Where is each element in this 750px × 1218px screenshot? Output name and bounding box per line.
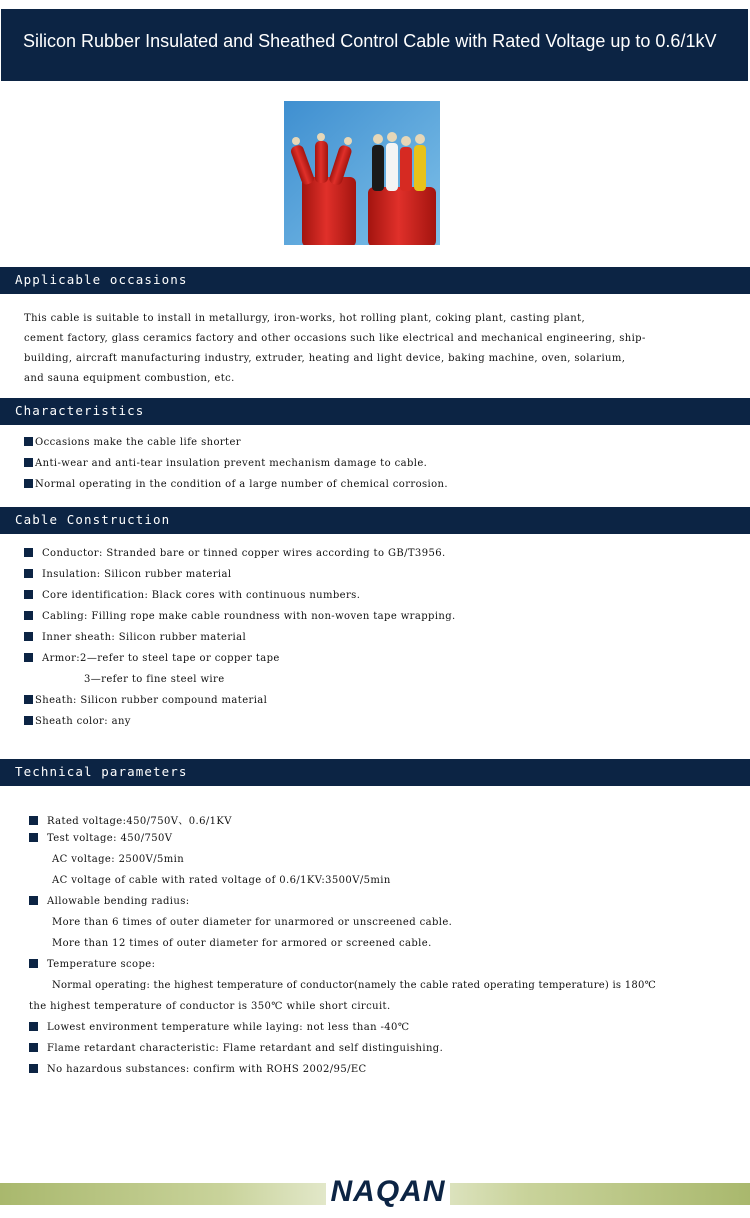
list-item: [24, 458, 427, 469]
list-item-continuation: More than 12 times of outer diameter for armored or screened cable.: [52, 938, 432, 949]
brand-logo: [326, 1173, 450, 1211]
list-item-text: Inner sheath: Silicon rubber material: [42, 632, 247, 643]
list-item-text: Anti-wear and anti-tear insulation prevent mechanism damage to cable.: [35, 458, 428, 469]
list-item: [24, 716, 131, 727]
list-item-text: Core identification: Black cores with continuous numbers.: [42, 590, 361, 601]
list-item: [29, 959, 155, 970]
square-bullet-icon: [29, 1043, 38, 1052]
cable-product-photo: [284, 101, 440, 245]
construction-header: [0, 507, 750, 534]
list-item-text: Allowable bending radius:: [47, 896, 190, 907]
list-item-text: Conductor: Stranded bare or tinned copper wires according to GB/T3956.: [42, 548, 446, 559]
list-item-text: Occasions make the cable life shorter: [35, 437, 241, 448]
list-item: [29, 1022, 409, 1033]
applicable-text: [24, 309, 724, 389]
list-item-text: Normal operating in the condition of a large number of chemical corrosion.: [35, 479, 448, 490]
square-bullet-icon: [29, 1064, 38, 1073]
page-title: Silicon Rubber Insulated and Sheathed Control Cable with Rated Voltage up to 0.6/1kV: [23, 31, 717, 51]
list-item-text: Cabling: Filling rope make cable roundness with non-woven tape wrapping.: [42, 611, 456, 622]
list-item-continuation: AC voltage of cable with rated voltage of 0.6/1KV:3500V/5min: [52, 875, 391, 886]
text-line: and sauna equipment combustion, etc.: [24, 373, 235, 384]
list-item: [24, 437, 241, 448]
list-item-text: Lowest environment temperature while laying: not less than -40℃: [47, 1022, 410, 1033]
text-line: This cable is suitable to install in metallurgy, iron-works, hot rolling plant, coking plant, casting plant,: [24, 313, 586, 324]
list-item: [29, 1064, 367, 1075]
list-item: [24, 632, 246, 643]
applicable-heading: Applicable occasions: [15, 272, 188, 287]
list-item-text: Sheath: Silicon rubber compound material: [35, 695, 268, 706]
text-line: building, aircraft manufacturing industry, extruder, heating and light device, baking machine, oven, solarium,: [24, 353, 626, 364]
square-bullet-icon: [24, 716, 33, 725]
square-bullet-icon: [29, 816, 38, 825]
square-bullet-icon: [29, 833, 38, 842]
list-item: [24, 569, 231, 580]
list-item: [24, 479, 448, 490]
square-bullet-icon: [29, 1022, 38, 1031]
square-bullet-icon: [24, 548, 33, 557]
list-item: [24, 548, 446, 559]
list-item-text: Test voltage: 450/750V: [47, 833, 173, 844]
applicable-header: [0, 267, 750, 294]
square-bullet-icon: [24, 569, 33, 578]
list-item-continuation: 3—refer to fine steel wire: [84, 674, 225, 685]
square-bullet-icon: [24, 479, 33, 488]
square-bullet-icon: [24, 653, 33, 662]
list-item-text: Temperature scope:: [47, 959, 156, 970]
square-bullet-icon: [24, 695, 33, 704]
list-item-continuation: the highest temperature of conductor is 350℃ while short circuit.: [29, 1001, 391, 1012]
square-bullet-icon: [24, 590, 33, 599]
list-item: [24, 695, 267, 706]
square-bullet-icon: [29, 896, 38, 905]
list-item-text: Flame retardant characteristic: Flame retardant and self distinguishing.: [47, 1043, 444, 1054]
title-banner: [1, 9, 748, 81]
square-bullet-icon: [24, 632, 33, 641]
list-item: [29, 896, 190, 907]
characteristics-heading: Characteristics: [15, 403, 145, 418]
text-line: cement factory, glass ceramics factory and other occasions such like electrical and mechanical engineering, ship-: [24, 333, 646, 344]
list-item: [24, 590, 360, 601]
technical-heading: Technical parameters: [15, 764, 188, 779]
square-bullet-icon: [29, 959, 38, 968]
cable-illustration: [284, 101, 440, 245]
list-item: [29, 812, 232, 827]
square-bullet-icon: [24, 437, 33, 446]
list-item: [24, 653, 280, 664]
list-item-continuation: AC voltage: 2500V/5min: [52, 854, 185, 865]
list-item-text: No hazardous substances: confirm with ROHS 2002/95/EC: [47, 1064, 367, 1075]
list-item: [29, 1043, 443, 1054]
technical-header: [0, 759, 750, 786]
list-item-continuation: More than 6 times of outer diameter for unarmored or unscreened cable.: [52, 917, 453, 928]
list-item: [29, 833, 172, 844]
logo-text: NAQAN: [330, 1175, 446, 1208]
list-item: [24, 611, 456, 622]
list-item-continuation: Normal operating: the highest temperature of conductor(namely the cable rated operating temperature) is 180℃: [52, 980, 657, 991]
list-item-text: Armor:2—refer to steel tape or copper tape: [42, 653, 280, 664]
list-item-text: Sheath color: any: [35, 716, 131, 727]
list-item-text: Insulation: Silicon rubber material: [42, 569, 232, 580]
square-bullet-icon: [24, 611, 33, 620]
square-bullet-icon: [24, 458, 33, 467]
construction-heading: Cable Construction: [15, 512, 171, 527]
characteristics-header: [0, 398, 750, 425]
list-item-text: Rated voltage:450/750V、0.6/1KV: [47, 816, 232, 827]
